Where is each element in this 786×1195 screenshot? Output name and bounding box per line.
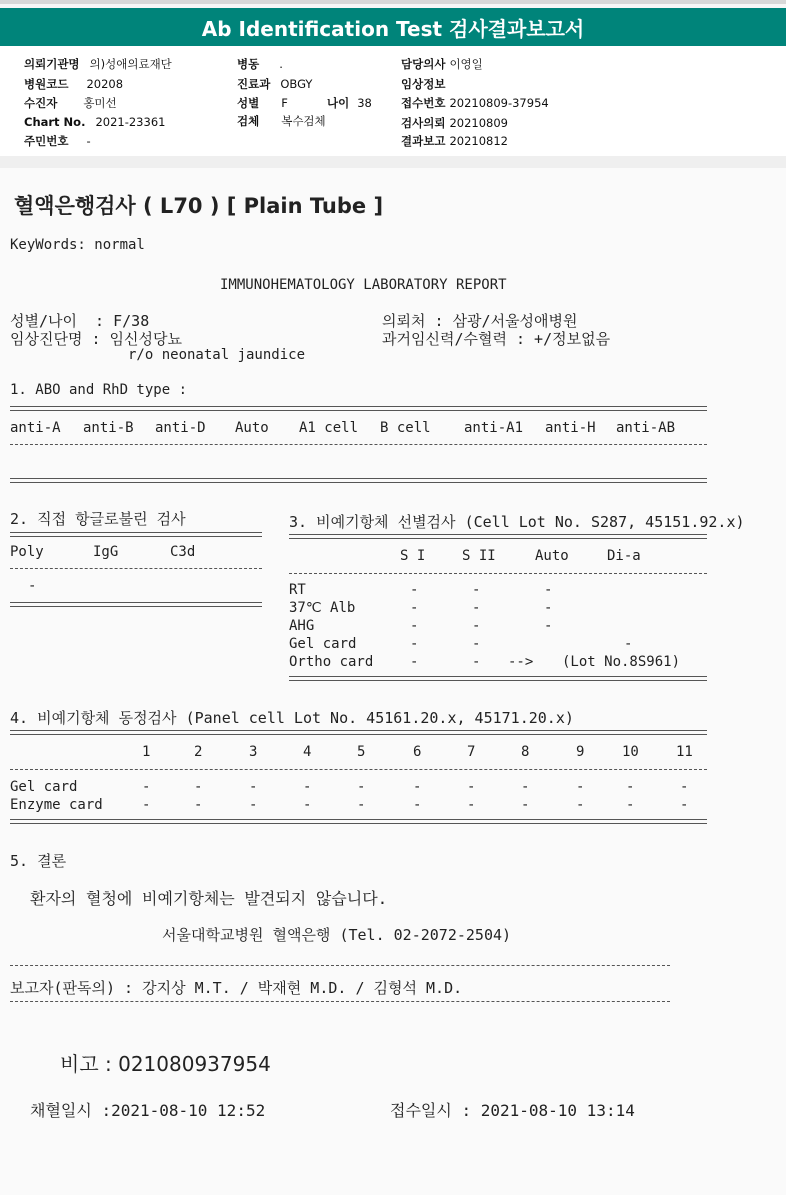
header-report-date: 결과보고 20210812 bbox=[401, 134, 508, 148]
header-age: 나이 38 bbox=[327, 96, 372, 110]
sec1-col-anti-b: anti-B bbox=[83, 420, 134, 436]
sec2-col-poly: Poly bbox=[10, 544, 44, 560]
sec3-row-label: Gel card bbox=[289, 636, 357, 652]
sec3-col-si: S I bbox=[400, 548, 426, 564]
sec3-col-auto: Auto bbox=[535, 548, 569, 564]
sec1-col-anti-ab: anti-AB bbox=[616, 420, 676, 436]
sec4-cell: - bbox=[521, 779, 530, 795]
double-rule bbox=[10, 819, 707, 824]
section4-title: 4. 비예기항체 동정검사 (Panel cell Lot No. 45161.20.x, 45171.20.x) bbox=[10, 709, 574, 727]
sec4-cell: - bbox=[576, 779, 585, 795]
sec4-col-7: 7 bbox=[467, 744, 476, 760]
double-rule bbox=[10, 602, 262, 607]
sec3-cell: - bbox=[410, 654, 419, 670]
sec4-cell: - bbox=[626, 797, 635, 813]
sec1-col-anti-h: anti-H bbox=[545, 420, 596, 436]
remark: 비고 : 021080937954 bbox=[60, 1052, 271, 1076]
sec3-cell: - bbox=[472, 582, 481, 598]
sec1-col-b-cell: B cell bbox=[380, 420, 431, 436]
sec4-cell: - bbox=[194, 797, 203, 813]
sec3-cell: - bbox=[624, 636, 633, 652]
sec4-col-9: 9 bbox=[576, 744, 585, 760]
sec3-cell: - bbox=[472, 636, 481, 652]
sec4-col-3: 3 bbox=[249, 744, 258, 760]
sec3-arrow: --> bbox=[508, 654, 534, 670]
sex-age: 성별/나이 : F/38 bbox=[10, 312, 150, 330]
sec4-cell: - bbox=[467, 779, 476, 795]
double-rule bbox=[289, 676, 707, 681]
sec4-cell: - bbox=[303, 797, 312, 813]
sec2-col-igg: IgG bbox=[93, 544, 119, 560]
sec3-cell: - bbox=[472, 618, 481, 634]
clinical-diagnosis-2: r/o neonatal jaundice bbox=[128, 347, 306, 363]
sec3-cell: - bbox=[472, 654, 481, 670]
section2-title: 2. 직접 항글로불린 검사 bbox=[10, 510, 186, 528]
sec3-row-label: RT bbox=[289, 582, 306, 598]
sec1-col-auto: Auto bbox=[235, 420, 269, 436]
sec3-cell: - bbox=[544, 618, 553, 634]
sec4-cell: - bbox=[680, 779, 689, 795]
report-title: Ab Identification Test 검사결과보고서 bbox=[201, 16, 585, 41]
test-title: 혈액은행검사 ( L70 ) [ Plain Tube ] bbox=[14, 194, 384, 218]
sec2-value: - bbox=[28, 578, 37, 594]
sec3-cell: - bbox=[544, 582, 553, 598]
report-title-bar bbox=[0, 8, 786, 46]
sec4-cell: - bbox=[303, 779, 312, 795]
header-specimen: 검체 복수검체 bbox=[237, 114, 326, 128]
sec4-cell: - bbox=[626, 779, 635, 795]
sec4-col-4: 4 bbox=[303, 744, 312, 760]
sec4-cell: - bbox=[142, 797, 151, 813]
double-rule bbox=[289, 534, 707, 539]
keywords: KeyWords: normal bbox=[10, 237, 145, 253]
sec4-cell: - bbox=[357, 797, 366, 813]
sec4-cell: - bbox=[249, 797, 258, 813]
sec3-cell: - bbox=[472, 600, 481, 616]
sec3-cell: - bbox=[410, 618, 419, 634]
sec4-col-5: 5 bbox=[357, 744, 366, 760]
sec4-cell: - bbox=[249, 779, 258, 795]
sec1-col-anti-a1: anti-A1 bbox=[464, 420, 524, 436]
sec3-col-sii: S II bbox=[462, 548, 496, 564]
header-sex: 성별 F bbox=[237, 96, 288, 110]
collection-datetime: 채혈일시 :2021-08-10 12:52 bbox=[30, 1101, 266, 1120]
header-ward: 병동 . bbox=[237, 57, 283, 71]
sec3-row-label: 37℃ Alb bbox=[289, 600, 356, 616]
sec4-cell: - bbox=[413, 797, 422, 813]
transfusion-history: 과거임신력/수혈력 : +/정보없음 bbox=[382, 330, 611, 348]
sec4-cell: - bbox=[521, 797, 530, 813]
header-clinical-info: 임상정보 bbox=[401, 77, 446, 91]
sec3-lot-no: (Lot No.8S961) bbox=[562, 654, 681, 670]
reporter: 보고자(판독의) : 강지상 M.T. / 박재현 M.D. / 김형석 M.D. bbox=[10, 979, 463, 997]
sec1-col-anti-a: anti-A bbox=[10, 420, 61, 436]
patient-header bbox=[0, 46, 786, 156]
double-rule bbox=[10, 406, 707, 411]
header-hospital-code: 병원코드 20208 bbox=[24, 77, 124, 91]
sec4-col-1: 1 bbox=[142, 744, 151, 760]
report-body bbox=[0, 168, 786, 1195]
sec2-col-c3d: C3d bbox=[170, 544, 196, 560]
section-divider bbox=[0, 156, 786, 168]
sec3-cell: - bbox=[544, 600, 553, 616]
dashed-rule bbox=[10, 444, 707, 445]
dashed-rule bbox=[10, 965, 670, 966]
sec4-cell: - bbox=[413, 779, 422, 795]
hospital-contact: 서울대학교병원 혈액은행 (Tel. 02-2072-2504) bbox=[162, 926, 512, 944]
sec3-cell: - bbox=[410, 636, 419, 652]
dashed-rule bbox=[289, 573, 707, 574]
sec4-cell: - bbox=[467, 797, 476, 813]
header-receipt-no: 접수번호 20210809-37954 bbox=[401, 96, 549, 110]
sec4-cell: - bbox=[142, 779, 151, 795]
header-doctor: 담당의사 이영일 bbox=[401, 57, 483, 71]
clinical-diagnosis: 임상진단명 : 임신성당뇨 bbox=[10, 330, 182, 348]
sec3-row-label: AHG bbox=[289, 618, 315, 634]
top-border bbox=[0, 0, 786, 4]
section1-title: 1. ABO and RhD type : bbox=[10, 382, 188, 398]
dashed-rule bbox=[10, 568, 262, 569]
sec4-col-8: 8 bbox=[521, 744, 530, 760]
sec4-row-label: Enzyme card bbox=[10, 797, 103, 813]
lab-report-title: IMMUNOHEMATOLOGY LABORATORY REPORT bbox=[220, 277, 507, 293]
sec1-col-a1-cell: A1 cell bbox=[299, 420, 359, 436]
receipt-datetime: 접수일시 : 2021-08-10 13:14 bbox=[390, 1101, 635, 1120]
sec3-col-dia: Di-a bbox=[607, 548, 641, 564]
dashed-rule bbox=[10, 769, 707, 770]
requester: 의뢰처 : 삼광/서울성애병원 bbox=[382, 312, 578, 330]
sec4-cell: - bbox=[680, 797, 689, 813]
dashed-rule bbox=[10, 1001, 670, 1002]
conclusion: 환자의 혈청에 비예기항체는 발견되지 않습니다. bbox=[30, 889, 388, 908]
sec3-cell: - bbox=[410, 582, 419, 598]
double-rule bbox=[10, 478, 707, 483]
double-rule bbox=[10, 532, 262, 537]
sec4-cell: - bbox=[357, 779, 366, 795]
sec4-col-11: 11 bbox=[676, 744, 693, 760]
sec4-row-label: Gel card bbox=[10, 779, 78, 795]
header-request-date: 검사의뢰 20210809 bbox=[401, 116, 508, 130]
sec4-cell: - bbox=[194, 779, 203, 795]
double-rule bbox=[10, 730, 707, 735]
sec4-col-10: 10 bbox=[622, 744, 639, 760]
sec1-col-anti-d: anti-D bbox=[155, 420, 206, 436]
header-patient: 수진자 홍미선 bbox=[24, 96, 117, 110]
header-department: 진료과 OBGY bbox=[237, 77, 313, 91]
sec3-cell: - bbox=[410, 600, 419, 616]
sec4-col-6: 6 bbox=[413, 744, 422, 760]
header-resident-no: 주민번호 - bbox=[24, 134, 91, 148]
sec4-cell: - bbox=[576, 797, 585, 813]
header-chart-no: Chart No. 2021-23361 bbox=[24, 115, 166, 129]
sec3-row-label: Ortho card bbox=[289, 654, 374, 670]
sec4-col-2: 2 bbox=[194, 744, 203, 760]
section5-title: 5. 결론 bbox=[10, 852, 67, 870]
header-institution: 의뢰기관명 의)성애의료재단 bbox=[24, 57, 172, 71]
section3-title: 3. 비예기항체 선별검사 (Cell Lot No. S287, 45151.92.x) bbox=[289, 513, 745, 531]
